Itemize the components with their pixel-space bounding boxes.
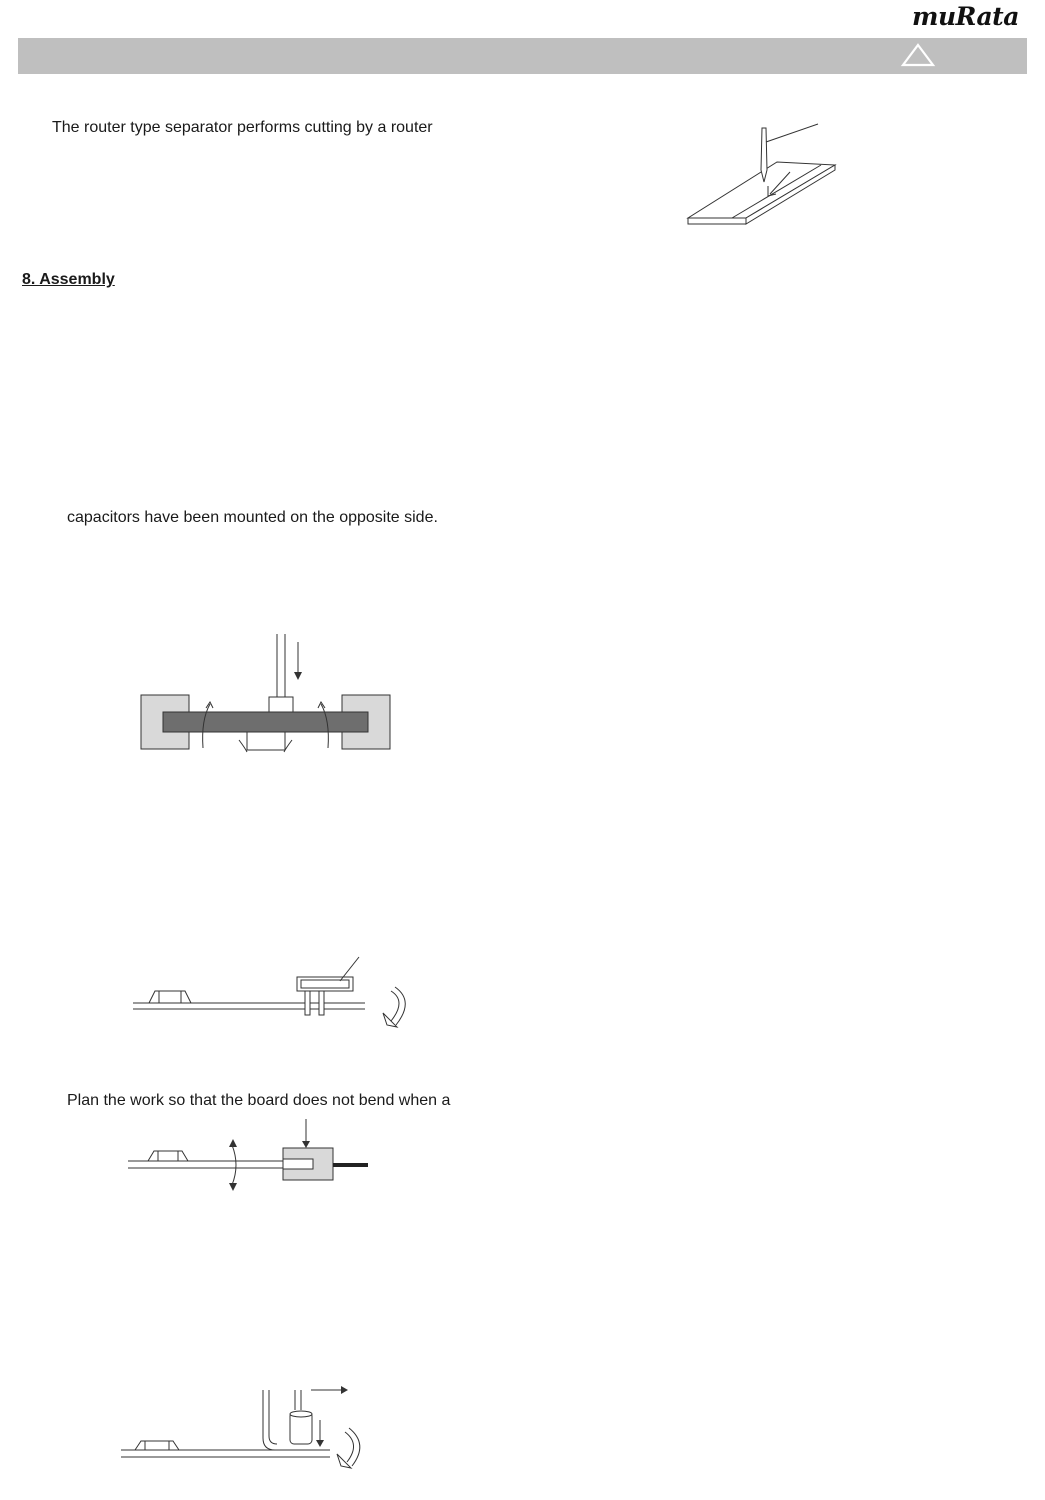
- pickup-nozzle-diagram: [115, 1380, 375, 1480]
- murata-logo: muRata: [912, 2, 1019, 31]
- warning-triangle-icon: [900, 43, 936, 69]
- board-bending-support-diagram: [135, 630, 405, 760]
- component-insertion-diagram: [125, 955, 415, 1030]
- header-bar: [18, 38, 1027, 74]
- connector-insertion-diagram: [120, 1115, 380, 1195]
- section-heading-assembly: 8. Assembly: [22, 271, 115, 288]
- opposite-side-text: capacitors have been mounted on the opposite side.: [67, 509, 438, 526]
- router-cutting-diagram: [680, 120, 840, 230]
- plan-work-text: Plan the work so that the board does not bend when a: [67, 1092, 451, 1109]
- router-description: The router type separator performs cutting by a router: [52, 119, 433, 136]
